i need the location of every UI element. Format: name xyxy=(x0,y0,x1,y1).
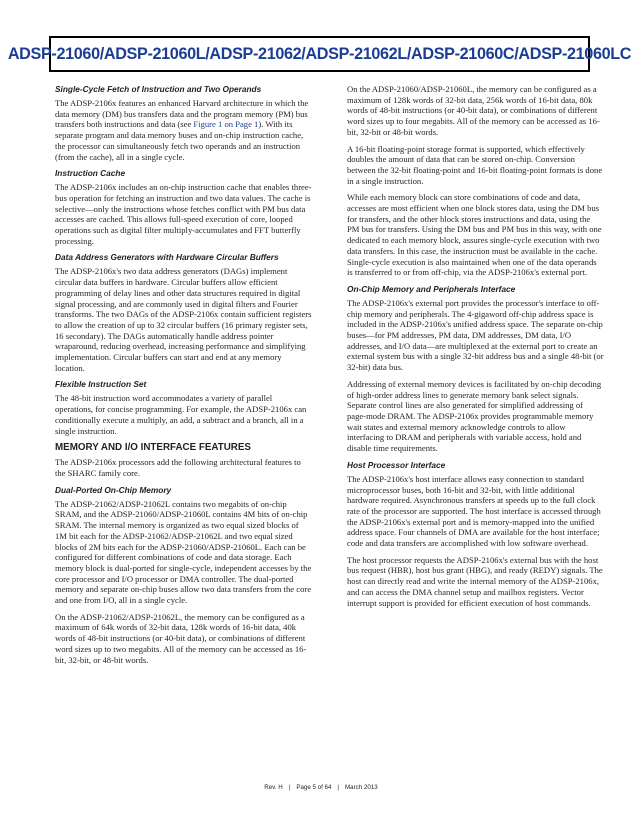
paragraph-21060-memory: On the ADSP-21060/ADSP-21060L, the memory can be configured as a maximum of 128k words of 32-bit data, 256k words of 16-bit data, 80k words of 48-bit instructions (or 40-bit data), or combinations of different word sizes up to four megabits. All of the memory can be accessed as 16-bit, 32-bit or 48-bit words. xyxy=(347,84,600,137)
paragraph-floating-point-format: A 16-bit floating-point storage format is supported, which effectively doubles the amount of data that can be stored on-chip. Conversion between the 32-bit floating-point and 16-bit floating-point formats is done in a single instruction. xyxy=(347,143,603,186)
paragraph-dual-ported-memory: The ADSP-21062/ADSP-21062L contains two megabits of on-chip SRAM, and the ADSP-21060/ADSP-21060L contains 4M bits of on-chip SRAM. The internal memory is organized as two equal sized blocks of 1M bit each for the ADSP-21062/ADSP-21062L and two equal sized blocks of 2M bits each for the ADSP-21060/ADSP-21060L. Each can be configured for different combinations of code and data storage. Each memory block is dual-ported for single-cycle, independent accesses by the core processor and I/O processor or DMA controller. The dual-ported memory and separate on-chip buses allow two data transfers from the core and one from I/O, all in a single cycle. xyxy=(55,498,312,606)
heading-data-address-generators: Data Address Generators with Hardware Circular Buffers xyxy=(55,252,279,263)
paragraph-21062-memory: On the ADSP-21062/ADSP-21062L, the memory can be configured as a maximum of 64k words of 32-bit data, 128k words of 16-bit data, 40k words of 48-bit instructions (or 40-bit data), or combinations of different word sizes up to two megabits. All of the memory can be accessed as 16-bit, 32-bit, or 48-bit words. xyxy=(55,611,307,665)
heading-instruction-cache: Instruction Cache xyxy=(55,168,126,179)
paragraph-flexible-instruction-set: The 48-bit instruction word accommodates a variety of parallel operations, for concise programming. For example, the ADSP-2106x can conditionally execute a multiply, an add, a subtract and a branch, all in a single instruction. xyxy=(55,393,307,436)
paragraph-data-address-generators: The ADSP-2106x's two data address generators (DAGs) implement circular data buffers in hardware. Circular buffers allow efficient programming of delay lines and other data structures required in digital signal processing, and are commonly used in digital filters and Fourier transforms. The two DAGs of the ADSP-2106x contain sufficient registers to allow the creation of up to 32 circular buffers (16 primary register sets, 16 secondary). The DAGs automatically handle address pointer wraparound, reducing overhead, increasing performance and simplifying implementation. Circular buffers can start and end at any memory location. xyxy=(55,266,312,373)
heading-onchip-memory-peripherals: On-Chip Memory and Peripherals Interface xyxy=(347,283,516,294)
document-title: ADSP-21060/ADSP-21060L/ADSP-21062/ADSP-21062L/ADSP-21060C/ADSP-21060LC xyxy=(7,44,632,63)
heading-dual-ported-memory: Dual-Ported On-Chip Memory xyxy=(55,484,172,495)
right-column xyxy=(347,84,604,614)
paragraph-host-bus-request: The host processor requests the ADSP-2106x's external bus with the host bus request (HBR), host bus grant (HBG), and ready (REDY) signals. The host can directly read and write the internal memory of the ADSP-2106x, and can access the DMA channel setup and mailbox registers. Vector interrupt support is provided for efficient execution of host commands. xyxy=(347,554,603,608)
paragraph-single-cycle-fetch xyxy=(55,98,312,162)
paragraph-instruction-cache: The ADSP-2106x includes an on-chip instruction cache that enables three-bus operation for fetching an instruction and two data values. The cache is selective—only the instructions whose fetches conflict with PM bus data accesses are cached. This allows full-speed execution of core, looped operations such as digital filter multiply-accumulates and FFT butterfly processing. xyxy=(55,182,312,246)
paragraph-external-port: The ADSP-2106x's external port provides the processor's interface to off-chip memory and peripherals. The 4-gigaword off-chip address space is included in the ADSP-2106x's unified address space. The separate on-chip buses—for PM addresses, PM data, DM addresses, DM data, I/O addresses, and I/O data—are multiplexed at the external port to create an external system bus with a single 32-bit address bus and a single 48-bit (or 32-bit) data bus. xyxy=(347,297,604,373)
paragraph-single-cycle-fetch-part2: ). With its separate program and data memory buses and on-chip instruction cache, the processor can simultaneously fetch two operands and an instruction (from the cache), all in a single cycle. xyxy=(55,119,304,162)
footer-revision: Rev. H xyxy=(264,784,283,791)
page-footer xyxy=(0,784,642,791)
paragraph-external-addressing: Addressing of external memory devices is facilitated by on-chip decoding of high-order address lines to generate memory bank select signals. Separate control lines are also generated for simplified addressing of page-mode DRAM. The ADSP-2106x provides programmable memory wait states and external memory acknowledge controls to allow interfacing to DRAM and peripherals with variable access, hold and disable time requirements. xyxy=(347,378,602,454)
paragraph-host-interface: The ADSP-2106x's host interface allows easy connection to standard microprocessor buses, both 16-bit and 32-bit, with little additional hardware required. Asynchronous transfers at speeds up to the full clock rate of the processor are supported. The host interface is accessed through the ADSP-2106x's external port and is memory-mapped into the unified address space. Four channels of DMA are available for the host interface; code and data transfers are accomplished with low software overhead. xyxy=(347,473,601,549)
paragraph-memory-io-interface: The ADSP-2106x processors add the following architectural features to the SHARC family core. xyxy=(55,457,301,478)
paragraph-single-cycle-fetch-part1: The ADSP-2106x features an enhanced Harvard architecture in which the data memory (DM) bus transfers data and the program memory (PM) bus transfers both instructions and data (see xyxy=(55,98,309,130)
heading-single-cycle-fetch: Single-Cycle Fetch of Instruction and Two Operands xyxy=(55,84,262,94)
heading-flexible-instruction-set: Flexible Instruction Set xyxy=(55,379,147,390)
heading-host-processor-interface: Host Processor Interface xyxy=(347,459,446,470)
footer-separator: | xyxy=(337,784,340,791)
left-column xyxy=(55,84,312,671)
figure-1-link[interactable]: Figure 1 on Page 1 xyxy=(193,119,259,130)
footer-page-number: Page 5 of 64 xyxy=(296,784,332,791)
footer-separator: | xyxy=(288,784,291,791)
title-banner xyxy=(7,36,632,72)
footer-date: March 2013 xyxy=(345,784,378,791)
paragraph-memory-block-usage: While each memory block can store combinations of code and data, accesses are most efficient when one block stores data, using the DM bus for transfers, and the other block stores instructions and data, using the PM bus for transfers. Using the DM bus and PM bus in this way, with one dedicated to each memory block, assures single-cycle execution with two data transfers. In this case, the instruction must be available in the cache. Single-cycle execution is also maintained when one of the data operands is transferred to or from off-chip, via the ADSP-2106x's external port. xyxy=(347,192,602,278)
heading-memory-io-interface: MEMORY AND I/O INTERFACE FEATURES xyxy=(55,442,251,454)
